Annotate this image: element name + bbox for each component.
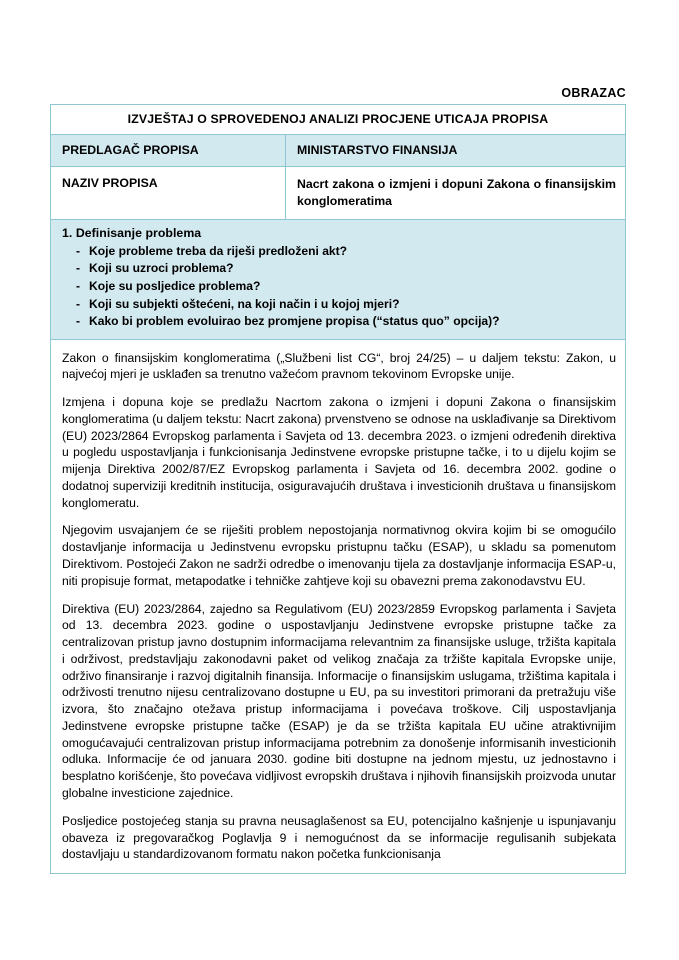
list-item	[62, 243, 617, 261]
question-text: Koje probleme treba da riješi predloženi akt?	[89, 243, 348, 258]
proposer-value: MINISTARSTVO FINANSIJA	[286, 135, 626, 167]
table-row-regulation-name	[51, 167, 626, 220]
guiding-questions-list	[62, 243, 617, 331]
dash-bullet: -	[76, 279, 81, 293]
dash-bullet: -	[76, 243, 81, 258]
list-item	[62, 296, 617, 314]
report-title: IZVJEŠTAJ O SPROVEDENOJ ANALIZI PROCJENE UTICAJA PROPISA	[51, 105, 626, 135]
question-text: Koji su subjekti oštećeni, na koji način i u kojoj mjeri?	[89, 296, 400, 311]
table-row-title	[51, 105, 626, 135]
form-label: OBRAZAC	[561, 86, 626, 100]
paragraph: Njegovim usvajanjem će se riješiti problem nepostojanja normativnog okvira kojim bi se omogućilo dostavljanje informacija u Jedinstvenu evropsku pristupnu tačku (ESAP), u skladu sa pomenutom Direktivom. Postojeći Zakon ne sadrži odredbe o imenovanju tijela za dostavljanje informacija ESAP-u, niti propisuje format, metapodatke i tehničke zahtjeve koji su obavezni prema zakonodavstvu EU.	[62, 523, 616, 588]
question-text: Koje su posljedice problema?	[89, 279, 261, 293]
list-item	[62, 260, 617, 278]
regulation-name-value: Nacrt zakona o izmjeni i dopuni Zakona o finansijskim konglomeratima	[286, 167, 626, 220]
answer-body	[51, 339, 626, 873]
paragraph: Izmjena i dopuna koje se predlažu Nacrtom zakona o izmjeni i dopuni Zakona o finansijskim konglomeratima (u daljem tekstu: Nacrt zakona) prvenstveno se odnose na usklađivanje sa Direktivom (EU) 2023/2864 Evropskog parlamenta i Savjeta od 13. decembra 2023. o izmjeni određenih direktiva u pogledu uspostavljanja i funkcionisanja Jedinstvene evropske pristupne tačke, i to u dijelu kojim se mijenja Direktiva 2002/87/EZ Evropskog parlamenta i Savjeta od 16. decembra 2002. godine o dodatnoj superviziji kreditnih institucija, osiguravajućih društava i investicionih društava u finansijskom konglomeratu.	[62, 395, 616, 510]
proposer-label: PREDLAGAČ PROPISA	[51, 135, 286, 167]
question-text: Koji su uzroci problema?	[89, 261, 234, 276]
regulation-name-label: NAZIV PROPISA	[51, 167, 286, 220]
table-row-section-one	[51, 219, 626, 339]
dash-bullet: -	[76, 314, 81, 329]
dash-bullet: -	[76, 261, 81, 276]
section-heading: 1. Definisanje problema	[62, 225, 202, 240]
question-text: Kako bi problem evoluirao bez promjene propisa (“status quo” opcija)?	[89, 314, 500, 329]
ria-report-table	[50, 104, 626, 874]
dash-bullet: -	[76, 296, 81, 311]
table-row-proposer	[51, 135, 626, 167]
table-row-body	[51, 339, 626, 873]
paragraph: Zakon o finansijskim konglomeratima („Službeni list CG“, broj 24/25) – u daljem tekstu: Zakon, u najvećoj mjeri je usklađen sa trenutno važećom pravnom tekovinom Evropske unije.	[62, 350, 616, 382]
list-item	[62, 278, 617, 296]
paragraph: Posljedice postojećeg stanja su pravna neusaglašenost sa EU, potencijalno kašnjenje u ispunjavanju obaveza iz pregovaračkog Poglavlja 9 i nemogućnost da se informacije regulisanih subjekata dostavljaju u standardizovanom formatu nakon početka funkcionisanja	[62, 813, 616, 862]
paragraph: Direktiva (EU) 2023/2864, zajedno sa Regulativom (EU) 2023/2859 Evropskog parlamenta i Savjeta od 13. decembra 2023. godine o uspostavljanju Jedinstvene evropske pristupne tačke za centralizovan pristup javno dostupnim informacijama relevantnim za finansijske usluge, tržišta kapitala i održivost, predstavljaju zakonodavni paket od velikog značaja za tržište kapitala Evropske unije, održivo finansiranje i razvoj digitalnih finansija. Informacije o finansijskim uslugama, tržištima kapitala i održivosti trenutno nijesu centralizovano dostupne u EU, pa su investitori primorani da pretražuju više izvora, što značajno otežava pristup informacijama i povećava troškove. Cilj uspostavljanja Jedinstvene evropske pristupne tačke (ESAP) je da se tržišta kapitala EU učine atraktivnijim omogućavajući centralizovan pristup informacijama potrebnim za donošenje informisanih investicionih odluka. Informacije će od januara 2030. godine biti dostupne na jednom mjestu, uz jednostavno i besplatno korišćenje, što povećava vidljivost evropskih društava i njihovih finansijskih proizvoda unutar globalne investicione zajednice.	[62, 601, 616, 800]
section-problem-definition	[51, 219, 626, 339]
list-item	[62, 313, 617, 331]
